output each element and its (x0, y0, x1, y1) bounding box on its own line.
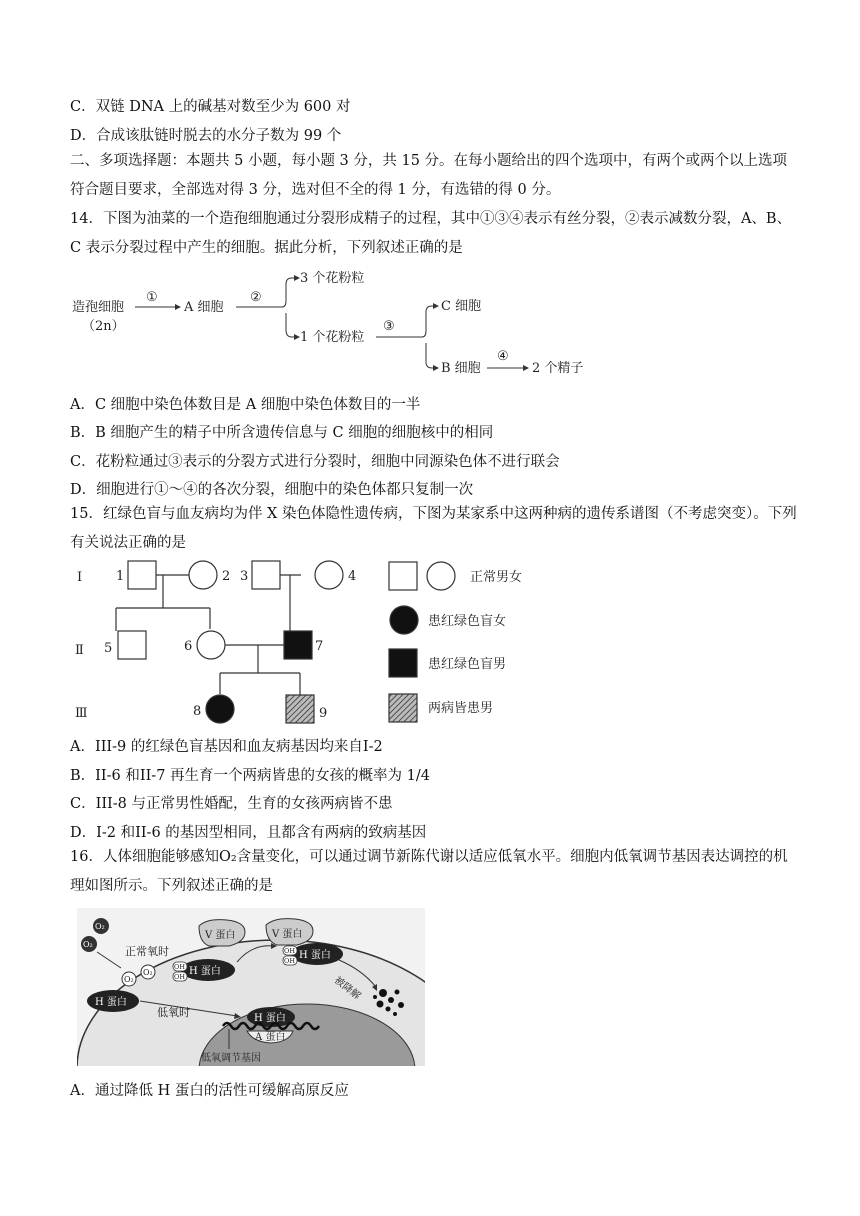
h-protein-label-2: H 蛋白 (299, 950, 331, 961)
legend-normal-label: 正常男女 (470, 570, 523, 585)
pedigree-ii5 (118, 631, 146, 659)
pedigree-i4 (315, 561, 343, 589)
pedigree-gen-3: Ⅲ (75, 706, 88, 721)
fig14-c-cell: C 细胞 (441, 299, 482, 314)
fig14-pollen-1: 1 个花粉粒 (300, 330, 365, 345)
pedigree-num-5: 5 (104, 641, 113, 656)
h-protein-label-1: H 蛋白 (189, 966, 221, 977)
q16-option-a: A．通过降低 H 蛋白的活性可缓解高原反应 (70, 1083, 349, 1099)
o2-label-3: O₂ (124, 975, 134, 984)
fig14-sperm: 2 个精子 (532, 361, 584, 376)
oh-label-2: OH (174, 973, 185, 981)
oh-label-4: OH (284, 957, 295, 965)
q16-mechanism-diagram (77, 908, 425, 1070)
fig16-low-oxygen-label: 低氧时 (157, 1006, 190, 1019)
q14-option-b: B．B 细胞产生的精子中所含遗传信息与 C 细胞的细胞核中的相同 (70, 425, 494, 441)
section-2-heading: 二、多项选择题：本题共 5 小题，每小题 3 分，共 15 分。在每小题给出的四个选项中，有两个或两个以上选项符合题目要求，全部选对得 3 分，选对但不全的得 1 分，有选错的得 0 分。 (70, 153, 788, 198)
fig14-step3: ③ (383, 319, 395, 334)
pedigree-iii9 (286, 695, 314, 723)
legend-normal-male-box (389, 562, 417, 590)
legend-cb-male-label: 患红绿色盲男 (428, 657, 507, 672)
q15-option-c: C．III-8 与正常男性婚配，生育的女孩两病皆不患 (70, 796, 393, 812)
q15-option-b: B．II-6 和II-7 再生育一个两病皆患的女孩的概率为 1/4 (70, 768, 430, 784)
fig16-gene-label: 低氧调节基因 (201, 1053, 261, 1064)
legend-both-male-box (389, 694, 417, 722)
v-protein-label-1: V 蛋白 (205, 930, 236, 941)
h-protein-label-3: H 蛋白 (95, 997, 127, 1008)
q13-option-c: C．双链 DNA 上的碱基对数至少为 600 对 (70, 99, 351, 115)
oh-label-3: OH (284, 947, 295, 955)
fig14-a-cell: A 细胞 (184, 300, 224, 315)
legend-normal-female-circle (427, 562, 455, 590)
q15-pedigree-chart (60, 556, 540, 734)
pedigree-ii7 (284, 631, 312, 659)
pedigree-num-8: 8 (193, 704, 202, 719)
fig14-start-label: 造孢细胞 (72, 300, 125, 315)
pedigree-i3 (252, 561, 280, 589)
fig14-pollen-3: 3 个花粉粒 (300, 271, 365, 286)
o2-label-1: O₂ (95, 922, 105, 931)
q14-option-d: D．细胞进行①～④的各次分裂，细胞中的染色体都只复制一次 (70, 482, 474, 498)
legend-cb-female-circle (390, 606, 418, 634)
o2-label-4: O₂ (143, 968, 153, 977)
pedigree-num-7: 7 (315, 639, 324, 654)
o2-label-2: O₂ (83, 940, 93, 949)
q15-option-a: A．III-9 的红绿色盲基因和血友病基因均来自I-2 (70, 739, 383, 755)
pedigree-num-3: 3 (240, 569, 249, 584)
q14-division-diagram (60, 268, 620, 386)
pedigree-num-6: 6 (184, 639, 193, 654)
pedigree-num-4: 4 (348, 569, 357, 584)
oh-label-1: OH (174, 963, 185, 971)
q15-stem: 15．红绿色盲与血友病均为伴 X 染色体隐性遗传病，下图为某家系中这两种病的遗传系谱图（不考虑突变）。下列有关说法正确的是 (70, 506, 797, 551)
fig14-b-cell: B 细胞 (441, 361, 481, 376)
pedigree-gen-1: I (77, 570, 83, 585)
pedigree-num-1: 1 (116, 569, 125, 584)
q14-option-c: C．花粉粒通过③表示的分裂方式进行分裂时，细胞中同源染色体不进行联会 (70, 454, 560, 470)
a-protein-label: A 蛋白 (255, 1032, 286, 1043)
pedigree-i1 (128, 561, 156, 589)
pedigree-i2 (189, 561, 217, 589)
q13-option-d: D．合成该肽链时脱去的水分子数为 99 个 (70, 128, 342, 144)
legend-both-male-label: 两病皆患男 (428, 701, 494, 716)
fig14-ploidy-label: （2n） (82, 319, 125, 334)
pedigree-iii8 (206, 695, 234, 723)
fig14-step2: ② (250, 290, 262, 305)
pedigree-ii6 (197, 631, 225, 659)
q15-option-d: D．I-2 和II-6 的基因型相同，且都含有两病的致病基因 (70, 825, 427, 841)
q16-stem: 16．人体细胞能够感知O₂含量变化，可以通过调节新陈代谢以适应低氧水平。细胞内低氧调节基因表达调控的机理如图所示。下列叙述正确的是 (70, 849, 788, 894)
h-protein-label-4: H 蛋白 (254, 1013, 286, 1024)
fig14-step1: ① (146, 290, 158, 305)
pedigree-gen-2: Ⅱ (75, 643, 84, 658)
fig14-step4: ④ (497, 349, 509, 364)
legend-cb-male-box (389, 649, 417, 677)
fig16-degraded-label: 被降解 (331, 974, 363, 1003)
pedigree-num-2: 2 (222, 569, 231, 584)
q14-option-a: A．C 细胞中染色体数目是 A 细胞中染色体数目的一半 (70, 397, 421, 413)
pedigree-num-9: 9 (319, 706, 328, 721)
fig16-normal-oxygen-label: 正常氧时 (125, 945, 169, 958)
legend-cb-female-label: 患红绿色盲女 (428, 614, 507, 629)
v-protein-label-2: V 蛋白 (272, 929, 303, 940)
q14-stem: 14．下图为油菜的一个造孢细胞通过分裂形成精子的过程，其中①③④表示有丝分裂，②表示减数分裂，A、B、C 表示分裂过程中产生的细胞。据此分析，下列叙述正确的是 (70, 211, 792, 256)
